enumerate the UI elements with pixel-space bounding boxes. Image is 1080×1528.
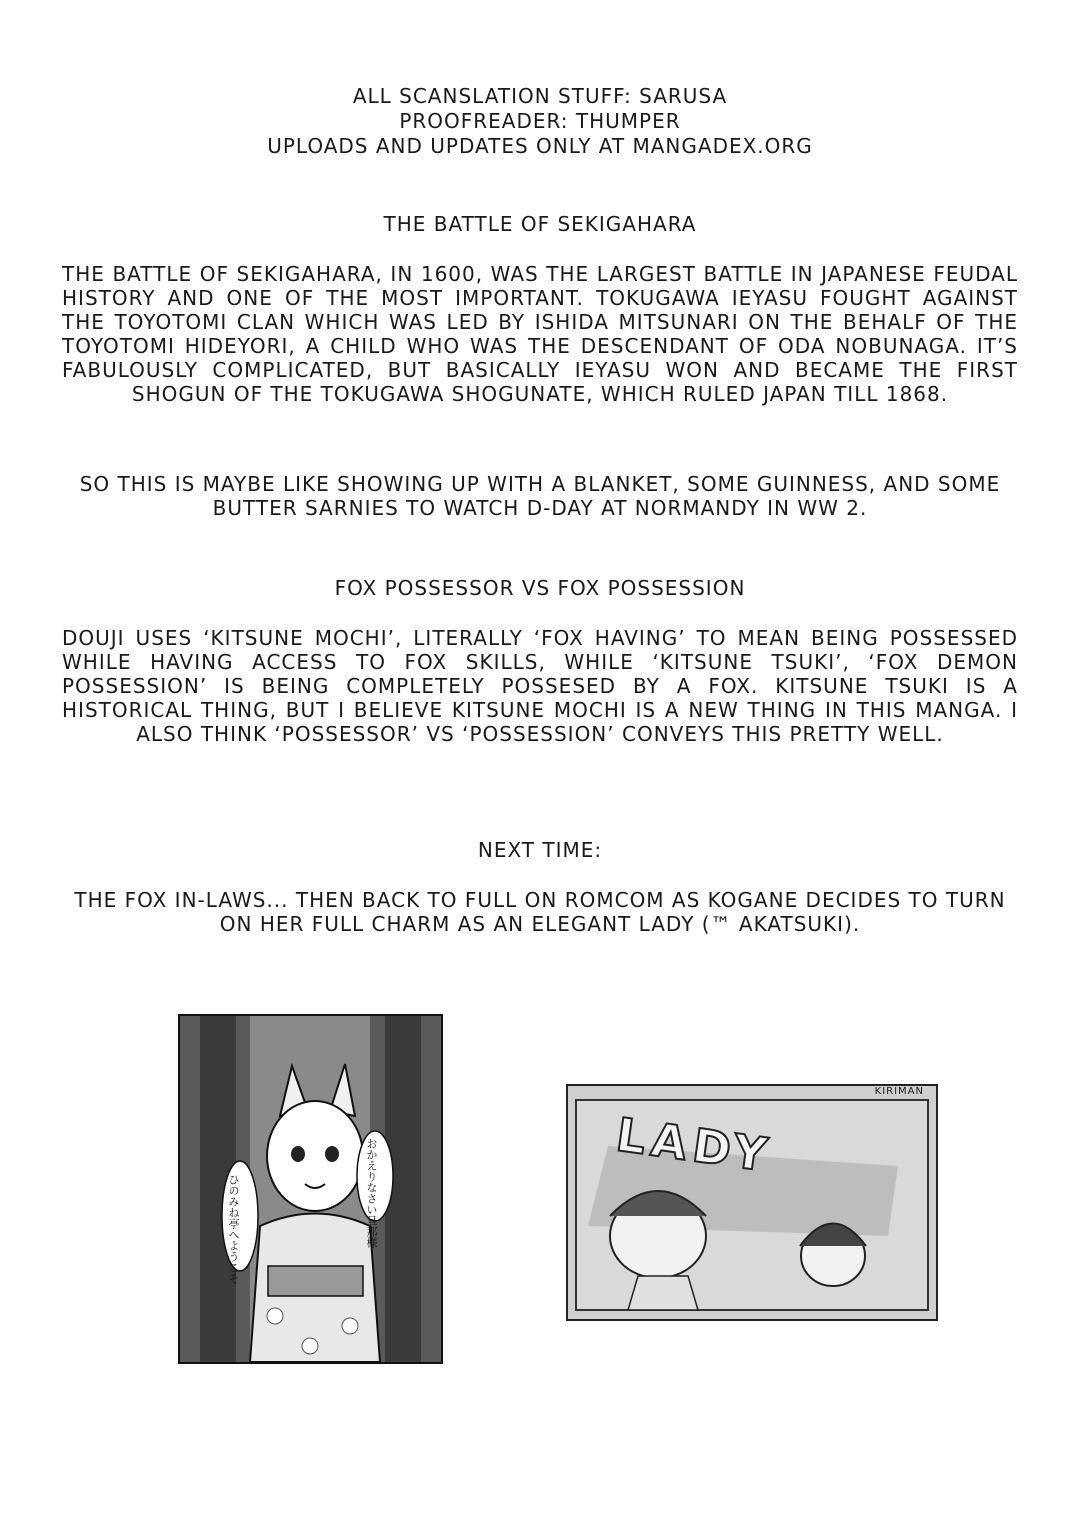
speech-bubble-text: おかえりなさい旦那様 [365,1138,378,1248]
credit-line: PROOFREADER: THUMPER [399,109,681,133]
credit-line: UPLOADS AND UPDATES ONLY AT MANGADEX.ORG [267,134,813,158]
manga-panel-art [180,1016,441,1362]
manga-panel-lady [566,1084,938,1321]
section-body: THE FOX IN-LAWS... THEN BACK TO FULL ON ROMCOM AS KOGANE DECIDES TO TURN ON HER FULL CHARM AS AN ELEGANT LADY (™ AKATSUKI). [74,888,1006,936]
section-title: FOX POSSESSOR VS FOX POSSESSION [334,576,746,600]
section-body: THE BATTLE OF SEKIGAHARA, IN 1600, WAS THE LARGEST BATTLE IN JAPANESE FEUDAL HISTORY AND ONE OF THE MOST IMPORTANT. TOKUGAWA IEYASU FOUGHT AGAINST THE TOYOTOMI CLAN WHICH WAS LED BY ISHIDA MITSUNARI ON THE BEHALF OF THE TOYOTOMI HIDEYORI, A CHILD WHO WAS THE DESCENDANT OF ODA NOBUNAGA. IT’S FABULOUSLY COMPLICATED, BUT BASICALLY IEYASU WON AND BECAME THE FIRST SHOGUN OF THE TOKUGAWA SHOGUNATE, WHICH RULED JAPAN TILL 1868. [62,262,1018,406]
section-title: NEXT TIME: [477,838,603,862]
lady-sign-text: LADY [613,1107,777,1183]
credit-line: ALL SCANSLATION STUFF: SARUSA [352,84,728,108]
artist-signature: KIRIMAN [874,1086,924,1097]
speech-bubble-text: ひのみね亭へようこそ [227,1174,240,1284]
section-title: THE BATTLE OF SEKIGAHARA [383,212,697,236]
section-body: SO THIS IS MAYBE LIKE SHOWING UP WITH A BLANKET, SOME GUINNESS, AND SOME BUTTER SARNIES TO WATCH D-DAY AT NORMANDY IN WW 2. [79,472,1001,520]
manga-panel-fox-girl [178,1014,443,1364]
section-body: DOUJI USES ‘KITSUNE MOCHI’, LITERALLY ‘FOX HAVING’ TO MEAN BEING POSSESSED WHILE HAVING ACCESS TO FOX SKILLS, WHILE ‘KITSUNE TSUKI’, ‘FOX DEMON POSSESSION’ IS BEING COMPLETELY POSSESED BY A FOX. KITSUNE TSUKI IS A HISTORICAL THING, BUT I BELIEVE KITSUNE MOCHI IS A NEW THING IN THIS MANGA. I ALSO THINK ‘POSSESSOR’ VS ‘POSSESSION’ CONVEYS THIS PRETTY WELL. [62,626,1018,746]
